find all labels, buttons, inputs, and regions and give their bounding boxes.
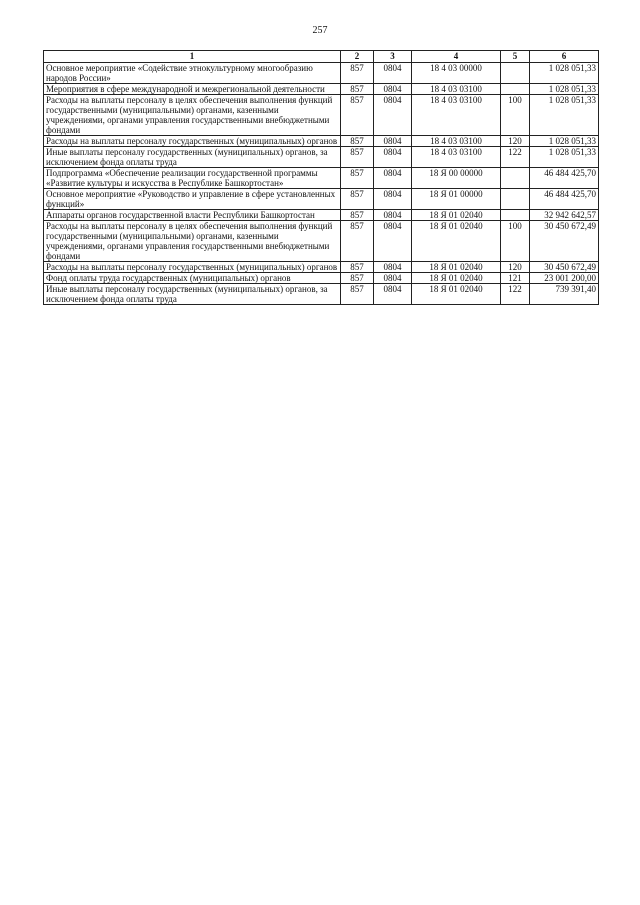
row-section-code: 0804 <box>374 221 412 262</box>
row-target-article: 18 Я 01 02040 <box>412 221 501 262</box>
row-description: Основное мероприятие «Руководство и управление в сфере установленных функций» <box>44 189 341 210</box>
row-amount: 1 028 051,33 <box>530 84 599 95</box>
row-description: Подпрограмма «Обеспечение реализации государственной программы «Развитие культуры и искусства в Республике Башкортостан» <box>44 168 341 189</box>
row-target-article: 18 Я 01 02040 <box>412 262 501 273</box>
row-amount: 23 001 200,00 <box>530 273 599 284</box>
row-expense-type: 120 <box>501 262 530 273</box>
row-amount: 46 484 425,70 <box>530 189 599 210</box>
row-amount: 1 028 051,33 <box>530 95 599 136</box>
row-description: Основное мероприятие «Содействие этнокультурному многообразию народов России» <box>44 63 341 84</box>
row-expense-type: 121 <box>501 273 530 284</box>
row-target-article: 18 Я 01 02040 <box>412 284 501 305</box>
row-amount: 32 942 642,57 <box>530 210 599 221</box>
row-amount: 1 028 051,33 <box>530 147 599 168</box>
row-ministry-code: 857 <box>341 210 374 221</box>
row-expense-type <box>501 210 530 221</box>
table-row <box>44 273 599 284</box>
table-row <box>44 84 599 95</box>
row-ministry-code: 857 <box>341 95 374 136</box>
page-number: 257 <box>312 25 328 36</box>
table-row <box>44 136 599 147</box>
row-expense-type: 122 <box>501 284 530 305</box>
row-ministry-code: 857 <box>341 168 374 189</box>
row-ministry-code: 857 <box>341 221 374 262</box>
table-row <box>44 284 599 305</box>
row-expense-type <box>501 168 530 189</box>
row-section-code: 0804 <box>374 284 412 305</box>
column-header: 1 <box>44 51 341 63</box>
row-description: Аппараты органов государственной власти Республики Башкортостан <box>44 210 341 221</box>
row-expense-type: 100 <box>501 221 530 262</box>
table-row <box>44 189 599 210</box>
table-row <box>44 221 599 262</box>
column-header: 4 <box>412 51 501 63</box>
table-row <box>44 168 599 189</box>
row-description: Мероприятия в сфере международной и межрегиональной деятельности <box>44 84 341 95</box>
row-amount: 30 450 672,49 <box>530 221 599 262</box>
row-target-article: 18 Я 00 00000 <box>412 168 501 189</box>
row-target-article: 18 4 03 00000 <box>412 63 501 84</box>
table-row <box>44 63 599 84</box>
row-section-code: 0804 <box>374 136 412 147</box>
row-ministry-code: 857 <box>341 189 374 210</box>
table-body <box>44 63 599 305</box>
row-description: Расходы на выплаты персоналу государственных (муниципальных) органов <box>44 136 341 147</box>
row-section-code: 0804 <box>374 84 412 95</box>
row-description: Иные выплаты персоналу государственных (муниципальных) органов, за исключением фонда оплаты труда <box>44 284 341 305</box>
row-target-article: 18 Я 01 00000 <box>412 189 501 210</box>
row-ministry-code: 857 <box>341 262 374 273</box>
row-amount: 1 028 051,33 <box>530 63 599 84</box>
row-target-article: 18 Я 01 02040 <box>412 273 501 284</box>
table-row <box>44 210 599 221</box>
column-header: 5 <box>501 51 530 63</box>
row-section-code: 0804 <box>374 262 412 273</box>
row-expense-type <box>501 63 530 84</box>
row-description: Расходы на выплаты персоналу в целях обеспечения выполнения функций государственными (муниципальными) органами, казенными учреждениями, органами управления государственными внебюджетными фондами <box>44 221 341 262</box>
row-expense-type: 100 <box>501 95 530 136</box>
row-description: Расходы на выплаты персоналу государственных (муниципальных) органов <box>44 262 341 273</box>
row-section-code: 0804 <box>374 147 412 168</box>
row-ministry-code: 857 <box>341 284 374 305</box>
row-expense-type: 120 <box>501 136 530 147</box>
row-ministry-code: 857 <box>341 84 374 95</box>
table-header-row <box>44 51 599 63</box>
budget-table <box>43 50 599 305</box>
row-section-code: 0804 <box>374 63 412 84</box>
row-expense-type <box>501 189 530 210</box>
table-row <box>44 147 599 168</box>
column-header: 6 <box>530 51 599 63</box>
row-description: Расходы на выплаты персоналу в целях обеспечения выполнения функций государственными (муниципальными) органами, казенными учреждениями, органами управления государственными внебюджетными фондами <box>44 95 341 136</box>
row-ministry-code: 857 <box>341 147 374 168</box>
row-target-article: 18 Я 01 02040 <box>412 210 501 221</box>
row-amount: 739 391,40 <box>530 284 599 305</box>
row-amount: 1 028 051,33 <box>530 136 599 147</box>
row-section-code: 0804 <box>374 210 412 221</box>
row-amount: 30 450 672,49 <box>530 262 599 273</box>
row-expense-type: 122 <box>501 147 530 168</box>
row-amount: 46 484 425,70 <box>530 168 599 189</box>
table-row <box>44 262 599 273</box>
row-description: Иные выплаты персоналу государственных (муниципальных) органов, за исключением фонда оплаты труда <box>44 147 341 168</box>
row-section-code: 0804 <box>374 273 412 284</box>
row-expense-type <box>501 84 530 95</box>
column-header: 3 <box>374 51 412 63</box>
row-section-code: 0804 <box>374 189 412 210</box>
column-header: 2 <box>341 51 374 63</box>
row-ministry-code: 857 <box>341 63 374 84</box>
table-row <box>44 95 599 136</box>
row-section-code: 0804 <box>374 168 412 189</box>
row-target-article: 18 4 03 03100 <box>412 136 501 147</box>
row-ministry-code: 857 <box>341 136 374 147</box>
row-target-article: 18 4 03 03100 <box>412 84 501 95</box>
row-target-article: 18 4 03 03100 <box>412 147 501 168</box>
row-section-code: 0804 <box>374 95 412 136</box>
row-ministry-code: 857 <box>341 273 374 284</box>
row-description: Фонд оплаты труда государственных (муниципальных) органов <box>44 273 341 284</box>
row-target-article: 18 4 03 03100 <box>412 95 501 136</box>
